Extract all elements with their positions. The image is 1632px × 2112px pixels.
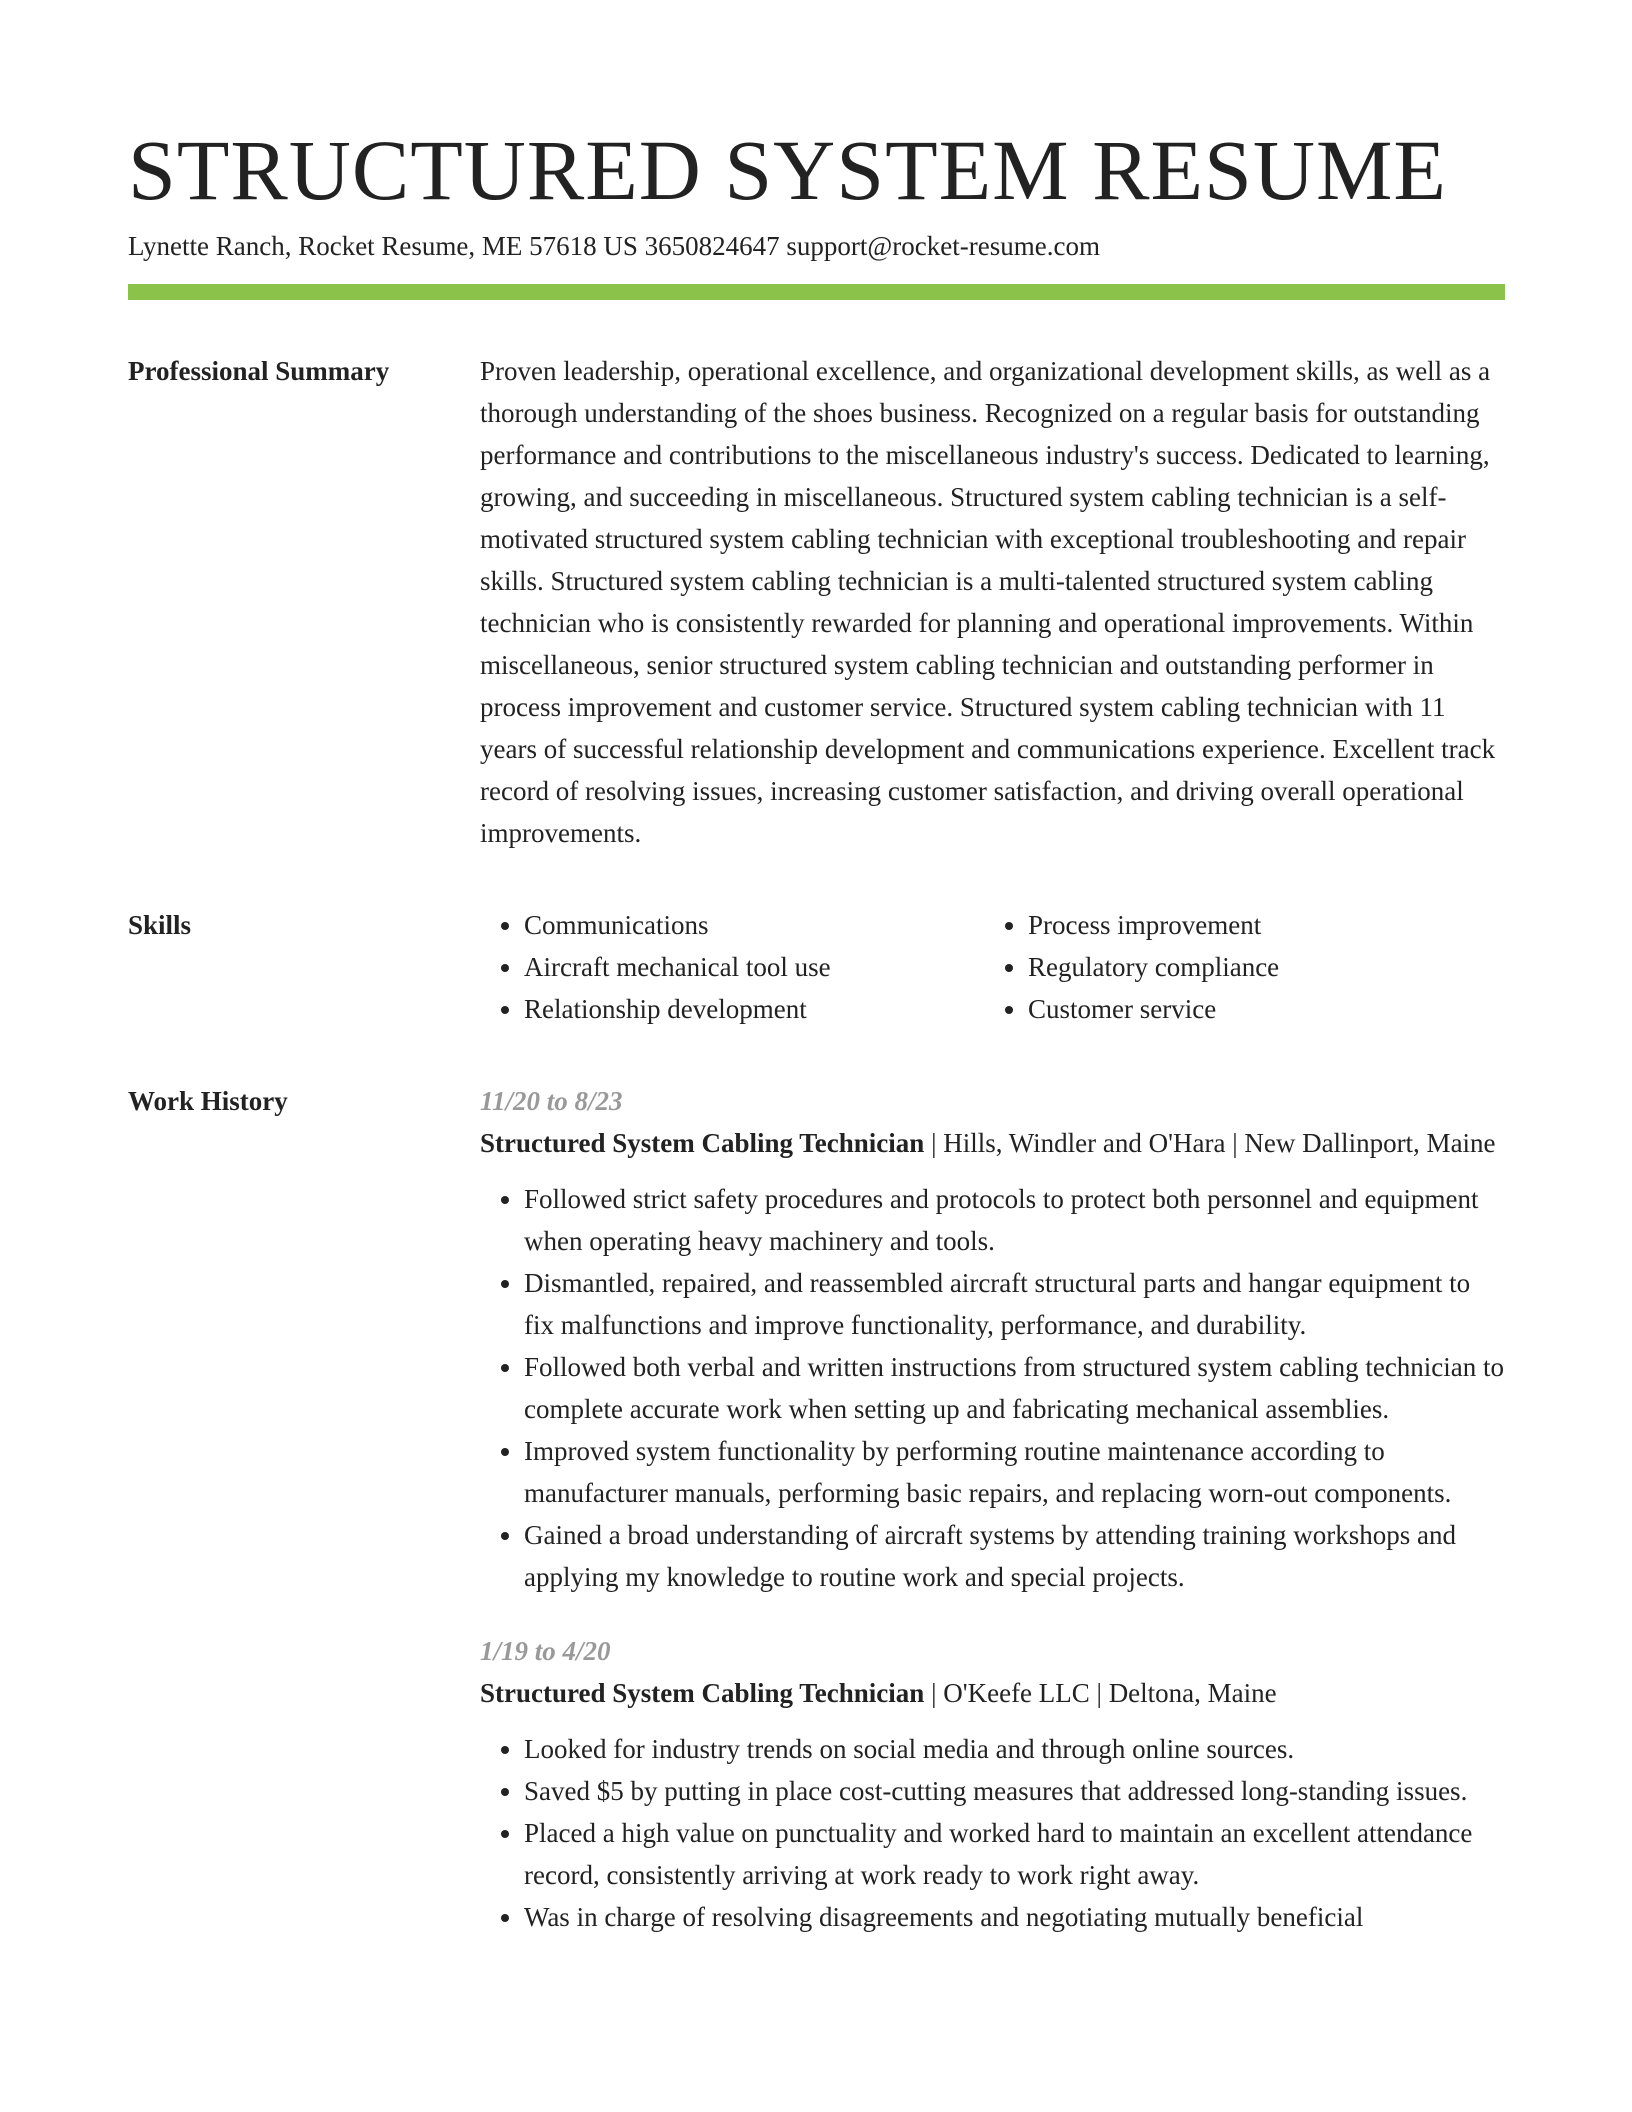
job-heading: [480, 1672, 1505, 1714]
job-bullet: • Gained a broad understanding of aircraft systems by attending training workshops and applying my knowledge to routine work and special projects.: [524, 1514, 1505, 1598]
skill-item: • Process improvement: [1028, 904, 1279, 946]
accent-divider: [128, 284, 1505, 300]
job-heading: [480, 1122, 1505, 1164]
job-bullet: • Looked for industry trends on social media and through online sources.: [524, 1728, 1505, 1770]
summary-section: [128, 350, 1505, 854]
work-history-section: [128, 1080, 1505, 1970]
job-entry: [480, 1080, 1505, 1598]
job-title: Structured System Cabling Technician: [480, 1678, 925, 1708]
job-bullet: • Was in charge of resolving disagreements and negotiating mutually beneficial: [524, 1896, 1505, 1938]
job-bullets: [480, 1178, 1505, 1598]
job-details: | Hills, Windler and O'Hara | New Dallinport, Maine: [924, 1128, 1496, 1158]
job-title: Structured System Cabling Technician: [480, 1128, 925, 1158]
resume-page: [128, 120, 1505, 1970]
summary-heading: Professional Summary: [128, 356, 390, 386]
job-bullet: • Dismantled, repaired, and reassembled aircraft structural parts and hangar equipment to fix malfunctions and improve functionality, performance, and durability.: [524, 1262, 1505, 1346]
skill-item: • Regulatory compliance: [1028, 946, 1279, 988]
summary-text: Proven leadership, operational excellence, and organizational development skills, as well as a thorough understanding of the shoes business. Recognized on a regular basis for outstanding performance and contributions to the miscellaneous industry's success. Dedicated to learning, growing, and succeeding in miscellaneous. Structured system cabling technician is a self-motivated structured system cabling technician with exceptional troubleshooting and repair skills. Structured system cabling technician is a multi-talented structured system cabling technician who is consistently rewarded for planning and operational improvements. Within miscellaneous, senior structured system cabling technician and outstanding performer in process improvement and customer service. Structured system cabling technician with 11 years of successful relationship development and communications experience. Excellent track record of resolving issues, increasing customer satisfaction, and driving overall operational improvements.: [480, 356, 1496, 848]
skill-item: • Relationship development: [524, 988, 984, 1030]
job-bullet: • Followed both verbal and written instructions from structured system cabling technician to complete accurate work when setting up and fabricating mechanical assemblies.: [524, 1346, 1505, 1430]
job-entry: [480, 1630, 1505, 1938]
skill-item: • Aircraft mechanical tool use: [524, 946, 984, 988]
skills-list-left: [480, 904, 984, 1030]
job-bullet: • Saved $5 by putting in place cost-cutting measures that addressed long-standing issues.: [524, 1770, 1505, 1812]
skill-item: • Communications: [524, 904, 984, 946]
skills-heading: Skills: [128, 910, 192, 940]
job-dates: 11/20 to 8/23: [480, 1086, 623, 1116]
job-bullets: [480, 1728, 1505, 1938]
contact-line: Lynette Ranch, Rocket Resume, ME 57618 US 3650824647 support@rocket-resume.com: [128, 231, 1100, 261]
job-bullet: • Improved system functionality by performing routine maintenance according to manufacturer manuals, performing basic repairs, and replacing worn-out components.: [524, 1430, 1505, 1514]
skills-list-right: [984, 904, 1279, 1030]
job-dates: 1/19 to 4/20: [480, 1636, 611, 1666]
job-bullet: • Followed strict safety procedures and protocols to protect both personnel and equipment when operating heavy machinery and tools.: [524, 1178, 1505, 1262]
job-bullet: • Placed a high value on punctuality and worked hard to maintain an excellent attendance record, consistently arriving at work ready to work right away.: [524, 1812, 1505, 1896]
skill-item: • Customer service: [1028, 988, 1279, 1030]
skills-section: [128, 904, 1505, 1030]
work-history-heading: Work History: [128, 1086, 288, 1116]
resume-title: STRUCTURED SYSTEM RESUME: [128, 122, 1447, 218]
job-details: | O'Keefe LLC | Deltona, Maine: [924, 1678, 1277, 1708]
